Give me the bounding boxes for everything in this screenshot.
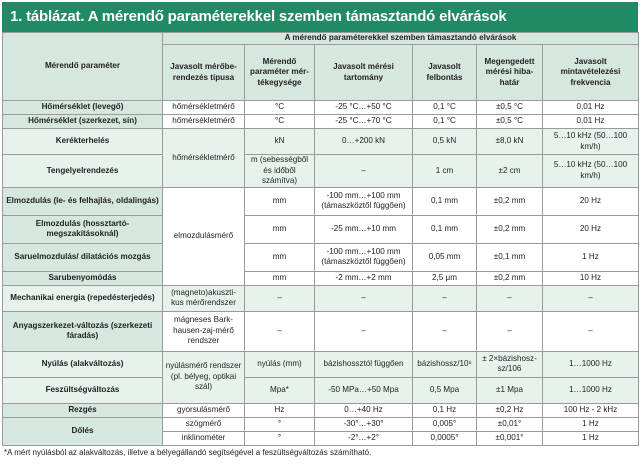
param-cell: Anyagszerkezet-változás (szerkezeti fáradás) — [3, 311, 163, 351]
header-device: Javasolt mérőbe-rendezés típusa — [163, 45, 245, 101]
unit-cell: ° — [245, 431, 315, 445]
unit-cell: °C — [245, 115, 315, 129]
resolution-cell: 0,5 kN — [413, 129, 477, 155]
unit-cell: kN — [245, 129, 315, 155]
table-row — [3, 129, 639, 155]
error-cell: ±0,5 °C — [477, 115, 543, 129]
error-cell: ± 2×bázishosz-sz/106 — [477, 351, 543, 377]
error-cell: ±2 cm — [477, 155, 543, 188]
range-cell: – — [315, 155, 413, 188]
unit-cell: °C — [245, 101, 315, 115]
param-cell: Saruelmozdulás/ dilatációs mozgás — [3, 243, 163, 271]
param-cell: Feszültségváltozás — [3, 377, 163, 403]
unit-cell: – — [245, 311, 315, 351]
param-cell: Sarubenyomódás — [3, 271, 163, 285]
table-row — [3, 155, 639, 188]
device-cell-merged: elmozdulásmérő — [163, 187, 245, 285]
frequency-cell: 1 Hz — [543, 243, 639, 271]
frequency-cell: 20 Hz — [543, 187, 639, 215]
frequency-cell: 1…1000 Hz — [543, 377, 639, 403]
frequency-cell: – — [543, 311, 639, 351]
error-cell: ±0,2 Hz — [477, 403, 543, 417]
frequency-cell: 1 Hz — [543, 417, 639, 431]
error-cell: ±0,1 mm — [477, 243, 543, 271]
header-param: Mérendő paraméter — [3, 33, 163, 101]
unit-cell: mm — [245, 215, 315, 243]
range-cell: – — [315, 311, 413, 351]
error-cell: – — [477, 311, 543, 351]
error-cell: ±0,2 mm — [477, 271, 543, 285]
error-cell: ±0,5 °C — [477, 101, 543, 115]
table-row — [3, 243, 639, 271]
param-cell: Hőmérséklet (levegő) — [3, 101, 163, 115]
range-cell: -25 °C…+50 °C — [315, 101, 413, 115]
resolution-cell: – — [413, 285, 477, 311]
table-row — [3, 115, 639, 129]
error-cell: ±0,2 mm — [477, 215, 543, 243]
error-cell: ±8,0 kN — [477, 129, 543, 155]
requirements-table — [2, 32, 639, 446]
unit-cell: mm — [245, 187, 315, 215]
table-row — [3, 271, 639, 285]
table-row — [3, 187, 639, 215]
error-cell: ±0,01° — [477, 417, 543, 431]
frequency-cell: 0,01 Hz — [543, 115, 639, 129]
param-cell: Mechanikai energia (repedésterjedés) — [3, 285, 163, 311]
error-cell: ±1 Mpa — [477, 377, 543, 403]
frequency-cell: 0,01 Hz — [543, 101, 639, 115]
param-cell: Nyúlás (alakváltozás) — [3, 351, 163, 377]
range-cell: 0…+200 kN — [315, 129, 413, 155]
range-cell: -2°…+2° — [315, 431, 413, 445]
range-cell: -100 mm…+100 mm (támaszköztől függően) — [315, 187, 413, 215]
resolution-cell: 0,1 mm — [413, 215, 477, 243]
table-row — [3, 351, 639, 377]
error-cell: – — [477, 285, 543, 311]
unit-cell: – — [245, 285, 315, 311]
resolution-cell: bázishossz/10⁶ — [413, 351, 477, 377]
device-cell: mágneses Bark-hausen-zaj-mérő rendszer — [163, 311, 245, 351]
resolution-cell: 0,1 Hz — [413, 403, 477, 417]
footnote: *A mért nyúlásból az alakváltozás, illetve a bélyegállandó segítségével a feszültségváltozás számítható. — [4, 448, 372, 457]
table-row — [3, 417, 639, 431]
range-cell: -2 mm…+2 mm — [315, 271, 413, 285]
param-cell: Elmozdulás (le- és felhajlás, oldalingás) — [3, 187, 163, 215]
resolution-cell: 0,005° — [413, 417, 477, 431]
table-row — [3, 403, 639, 417]
frequency-cell: 20 Hz — [543, 215, 639, 243]
resolution-cell: – — [413, 311, 477, 351]
table-row — [3, 311, 639, 351]
error-cell: ±0,2 mm — [477, 187, 543, 215]
device-cell: gyorsulásmérő — [163, 403, 245, 417]
param-cell: Dőlés — [3, 417, 163, 445]
range-cell: – — [315, 285, 413, 311]
frequency-cell: 1…1000 Hz — [543, 351, 639, 377]
unit-cell: Mpa* — [245, 377, 315, 403]
device-cell: hőmérsékletmérő — [163, 115, 245, 129]
range-cell: -25 mm…+10 mm — [315, 215, 413, 243]
device-cell: inklinométer — [163, 431, 245, 445]
range-cell: -100 mm…+100 mm (támaszköztől függően) — [315, 243, 413, 271]
unit-cell: mm — [245, 271, 315, 285]
error-cell: ±0,001° — [477, 431, 543, 445]
range-cell: -25 °C…+70 °C — [315, 115, 413, 129]
unit-cell: Hz — [245, 403, 315, 417]
resolution-cell: 0,05 mm — [413, 243, 477, 271]
unit-cell: mm — [245, 243, 315, 271]
device-cell: (magneto)akuszti-kus mérőrendszer — [163, 285, 245, 311]
range-cell: -30°…+30° — [315, 417, 413, 431]
table-row — [3, 285, 639, 311]
header-error: Megengedett mérési hiba-határ — [477, 45, 543, 101]
device-cell-merged: nyúlásmérő rendszer (pl. bélyeg, optikai szál) — [163, 351, 245, 403]
header-frequency: Javasolt mintavételezési frekvencia — [543, 45, 639, 101]
frequency-cell: 100 Hz - 2 kHz — [543, 403, 639, 417]
param-cell: Rezgés — [3, 403, 163, 417]
table-row — [3, 215, 639, 243]
unit-cell: nyúlás (mm) — [245, 351, 315, 377]
frequency-cell: 1 Hz — [543, 431, 639, 445]
resolution-cell: 0,5 Mpa — [413, 377, 477, 403]
super-header: A mérendő paraméterekkel szemben támasztandó elvárások — [163, 33, 639, 45]
header-resolution: Javasolt felbontás — [413, 45, 477, 101]
range-cell: -50 MPa…+50 Mpa — [315, 377, 413, 403]
frequency-cell: – — [543, 285, 639, 311]
frequency-cell: 10 Hz — [543, 271, 639, 285]
table-row — [3, 377, 639, 403]
frequency-cell: 5…10 kHz (50…100 km/h) — [543, 129, 639, 155]
resolution-cell: 0,1 °C — [413, 101, 477, 115]
header-unit: Mérendő paraméter mér-tékegysége — [245, 45, 315, 101]
unit-cell: ° — [245, 417, 315, 431]
param-cell: Elmozdulás (hossztartó-megszakításoknál) — [3, 215, 163, 243]
range-cell: bázishossztól függően — [315, 351, 413, 377]
device-cell: szögmérő — [163, 417, 245, 431]
table-row — [3, 101, 639, 115]
range-cell: 0…+40 Hz — [315, 403, 413, 417]
param-cell: Kerékterhelés — [3, 129, 163, 155]
device-cell-merged: hőmérsékletmérő — [163, 129, 245, 188]
unit-cell: m (sebességből és időből számítva) — [245, 155, 315, 188]
resolution-cell: 1 cm — [413, 155, 477, 188]
param-cell: Tengelyelrendezés — [3, 155, 163, 188]
resolution-cell: 0,1 mm — [413, 187, 477, 215]
param-cell: Hőmérséklet (szerkezet, sín) — [3, 115, 163, 129]
frequency-cell: 5…10 kHz (50…100 km/h) — [543, 155, 639, 188]
resolution-cell: 0,1 °C — [413, 115, 477, 129]
resolution-cell: 2,5 μm — [413, 271, 477, 285]
table-title: 1. táblázat. A mérendő paraméterekkel szemben támasztandó elvárások — [2, 2, 638, 32]
header-range: Javasolt mérési tartomány — [315, 45, 413, 101]
device-cell: hőmérsékletmérő — [163, 101, 245, 115]
resolution-cell: 0,0005° — [413, 431, 477, 445]
